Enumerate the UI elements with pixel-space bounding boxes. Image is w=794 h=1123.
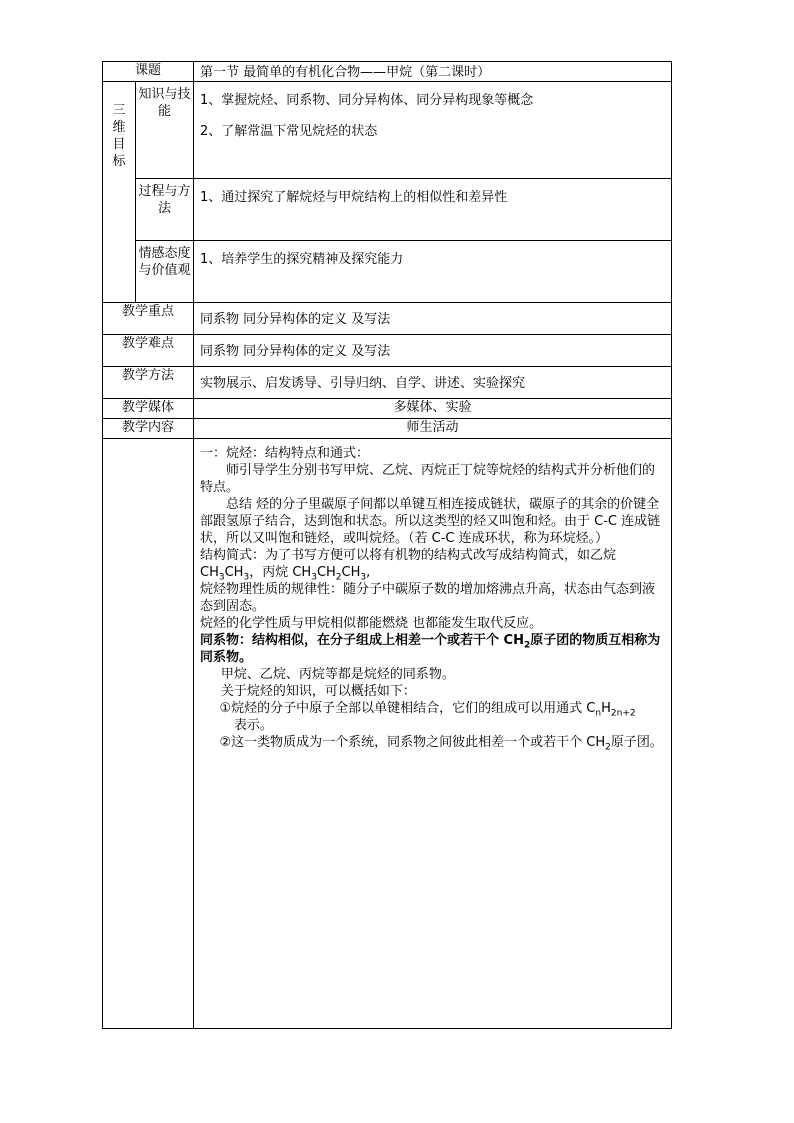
content-paragraph: 烷烃的化学性质与甲烷相似都能燃烧 也都能发生取代反应。 [200,616,543,631]
title-row [103,62,672,82]
key-point-label: 教学重点 [103,303,194,335]
objectives-group-label [103,82,136,303]
media-value: 多媒体、实验 [194,399,672,419]
key-point-value: 同系物 同分异构体的定义 及写法 [194,303,672,335]
title-label: 课题 [103,62,194,82]
process-item: 1、通过探究了解烷烃与甲烷结构上的相似性和差异性 [200,190,508,205]
difficulty-label: 教学难点 [103,335,194,367]
summary-item-b: 表示。 [233,718,273,733]
objectives-char: 三 [112,103,126,118]
homolog-definition-a: 同系物：结构相似，在分子组成上相差一个或若干个 CH [200,633,524,648]
objectives-char: 标 [112,154,126,169]
summary-item-a: ②这一类物质成为一个系统，同系物之间彼此相差一个或若干个 CH [219,735,606,750]
summary-item-a: ①烷烃的分子中原子全部以单键相结合，它们的组成可以用通式 C [219,701,596,716]
summary-item-b: 原子团。 [610,735,663,750]
content-heading: 一：烷烃：结构特点和通式： [200,446,370,461]
emotion-item: 1、培养学生的探究精神及探究能力 [200,252,404,267]
lesson-title: 第一节 最简单的有机化合物——甲烷（第二课时） [194,62,672,82]
process-items [194,179,672,241]
content-paragraph: 烷烃物理性质的规律性：随分子中碳原子数的增加熔沸点升高，状态由气态到液态到固态。 [200,582,656,614]
media-row [103,399,672,419]
media-label: 教学媒体 [103,399,194,419]
content-paragraph: 甲烷、乙烷、丙烷等都是烷烃的同系物。 [220,667,455,682]
method-value: 实物展示、启发诱导、引导归纳、自学、讲述、实验探究 [194,367,672,399]
formula-separator: ，丙烷 [249,565,293,580]
ethane-formula: $CH_3CH_3$ [200,565,250,583]
lesson-plan-table [102,61,672,1029]
objectives-char: 维 [112,120,126,135]
objective-emotion-row [103,241,672,303]
content-header-value: 师生活动 [194,419,672,439]
summary-item: ①烷烃的分子中原子全部以单键相结合，它们的组成可以用通式 $C_nH_{2n+2}$ 表示。 [219,701,636,733]
difficulty-value: 同系物 同分异构体的定义 及写法 [194,335,672,367]
content-paragraph: 总结 烃的分子里碳原子间都以单键互相连接成链状，碳原子的其余的价键全部跟氢原子结合，达到饱和状态。所以这类型的烃又叫饱和烃。由于 C-C 连成链状，所以又叫饱和链烃，或叫烷烃。（若 C-C 连成环状，称为环烷烃。） [200,497,661,546]
objectives-char: 目 [112,137,126,152]
content-header-label: 教学内容 [103,419,194,439]
content-paragraph: 关于烷烃的知识，可以概括如下： [220,684,416,699]
method-label: 教学方法 [103,367,194,399]
method-row [103,367,672,399]
emotion-label: 情感态度与价值观 [136,241,194,303]
knowledge-item: 2、了解常温下常见烷烃的状态 [200,124,378,139]
content-row [103,439,672,1029]
propane-formula: $CH_3CH_2CH_3$, [292,565,371,583]
knowledge-item: 1、掌握烷烃、同系物、同分异构体、同分异构现象等概念 [200,93,534,108]
content-paragraph: 师引导学生分别书写甲烷、乙烷、丙烷正丁烷等烷烃的结构式并分析他们的特点。 [200,463,656,495]
homolog-definition-b: 原子团的物质互相称为同系物。 [200,633,661,665]
process-label: 过程与方法 [136,179,194,241]
difficulty-row [103,335,672,367]
content-body [194,439,672,1029]
knowledge-items [194,82,672,179]
homolog-definition: 同系物：结构相似，在分子组成上相差一个或若干个 $CH_2$原子团的物质互相称为同系物。 [200,633,661,665]
objective-knowledge-row [103,82,672,179]
content-paragraph [200,547,667,581]
content-header-row [103,419,672,439]
knowledge-label: 知识与技能 [136,82,194,179]
content-left-cell [103,439,194,1029]
emotion-items [194,241,672,303]
key-point-row [103,303,672,335]
objective-process-row [103,179,672,241]
summary-item: ②这一类物质成为一个系统，同系物之间彼此相差一个或若干个 $CH_2$原子团。 [219,735,663,753]
structural-formula-text: 结构简式：为了书写方便可以将有机物的结构式改写成结构简式，如乙烷 [200,548,617,563]
